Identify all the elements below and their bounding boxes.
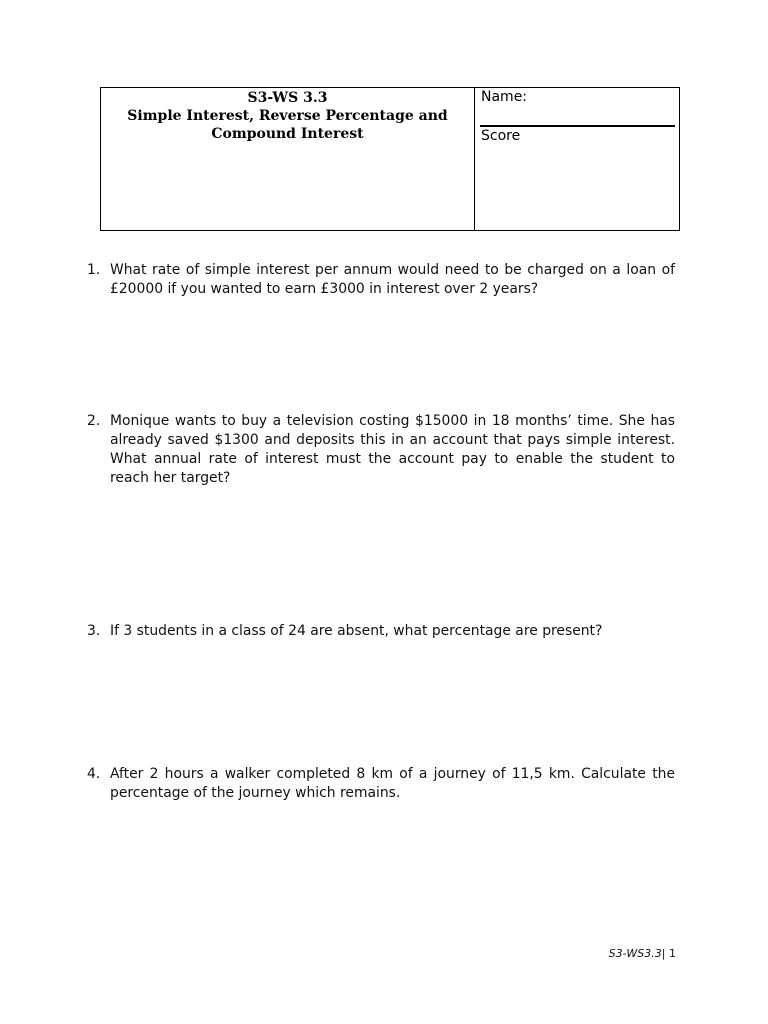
page-number: 1 — [669, 947, 676, 960]
worksheet-title-line-1: Simple Interest, Reverse Percentage and — [127, 108, 448, 124]
name-label: Name: — [481, 89, 528, 105]
question-number: 1. — [87, 262, 101, 278]
question-3 — [87, 622, 675, 641]
worksheet-code: S3-WS 3.3 — [247, 90, 328, 106]
footer-code: S3-WS3.3 — [608, 947, 662, 960]
worksheet-header — [100, 87, 680, 231]
question-number: 4. — [87, 766, 101, 782]
question-number: 2. — [87, 413, 101, 429]
question-text: After 2 hours a walker completed 8 km of a journey of 11,5 km. Calculate the percentage of the journey which remains. — [110, 766, 675, 801]
question-1 — [87, 261, 675, 299]
score-label: Score — [481, 128, 521, 144]
question-text: What rate of simple interest per annum would need to be charged on a loan of £20000 if you wanted to earn £3000 in interest over 2 years? — [110, 262, 675, 297]
question-text: If 3 students in a class of 24 are absent, what percentage are present? — [110, 623, 603, 639]
worksheet-title-cell — [101, 88, 475, 230]
name-line — [480, 125, 675, 127]
worksheet-title-line-2: Compound Interest — [211, 126, 364, 142]
student-info-cell — [475, 88, 679, 230]
question-2 — [87, 412, 675, 488]
question-number: 3. — [87, 623, 101, 639]
footer-separator: | — [661, 947, 666, 960]
question-text: Monique wants to buy a television costing $15000 in 18 months’ time. She has already saved $1300 and deposits this in an account that pays simple interest. What annual rate of interest must the account pay to enable the student to reach her target? — [110, 413, 675, 486]
question-4 — [87, 765, 675, 803]
page-footer — [609, 947, 676, 960]
